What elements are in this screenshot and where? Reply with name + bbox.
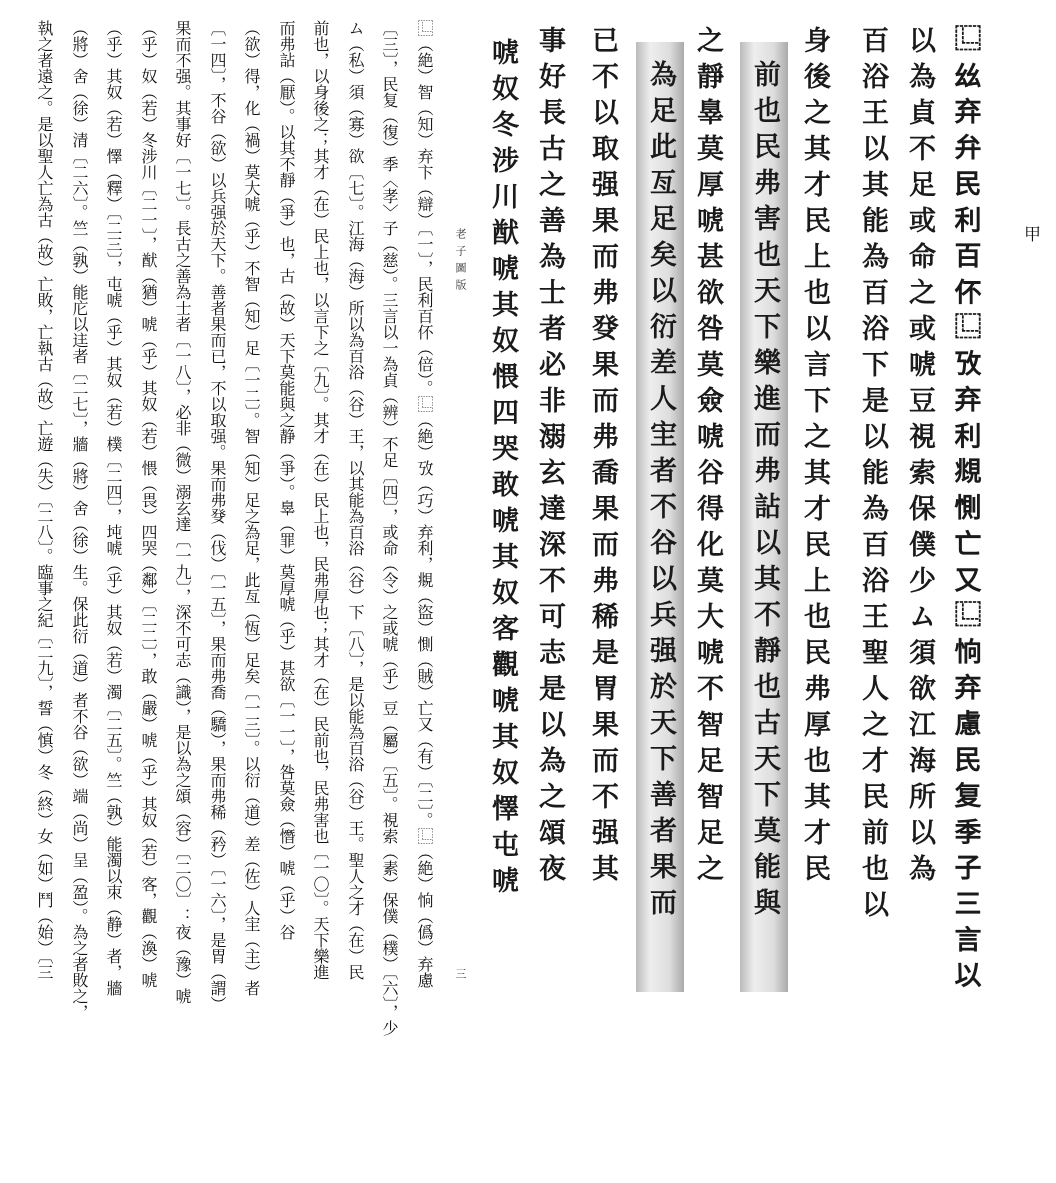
- transcription-column: ⿺（絶）智（知）弃卞（辯）〔一〕，民利百伓（倍）。⿺（絶）攷（巧）弃利，覜（盜）惻（賊）亡又（有）〔二〕。⿺（絶）恦（僞）弃慮: [415, 20, 434, 988]
- slip-glyphs: [430, 38, 478, 866]
- transcription-column: 執之者遠之。是以聖人亡為古（故）亡敗，亡執古（故）亡遊（失）〔二八〕。臨事之紀〔二九〕，誓（慎）冬（終）女（如）鬥（始）〔三: [35, 20, 54, 980]
- bamboo-slip: [578, 8, 626, 1028]
- bamboo-slip: [740, 42, 788, 992]
- transcription-column: （將）舍（徐）清〔二六〕。竺（孰）能庀以迬者〔二七〕，牆（將）舍（徐）生。保此衍（道）者不谷（欲）端（尚）呈（盈）。為之者敗之，: [70, 20, 89, 1020]
- slip-glyphs: 百浴王以其能為百浴下是以能為百浴王聖人之才民前也以: [857, 26, 888, 926]
- slip-glyphs: ⿺𢆶弃弁民利百伓⿺攷弃利覜惻亡又⿺恦弃慮民复季子三言以: [951, 26, 982, 998]
- bamboo-slip: [790, 8, 838, 1028]
- slip-glyphs: 之靜辠莫厚唬甚欲咎莫僉唬谷得化莫大唬不智足智足之: [692, 26, 723, 890]
- transcription-column: ム（私）須（寡）欲〔七〕。江海（海）所以為百浴（谷）王，以其能為百浴（谷）下〔八〕，是以能為百浴（谷）王。聖人之才（在）民: [346, 20, 365, 980]
- bamboo-slip: [895, 8, 943, 1028]
- page-number: 三: [454, 968, 467, 985]
- slip-glyphs: 身後之其才民上也以言下之其才民上也民弗厚也其才民: [799, 26, 830, 890]
- bamboo-slip: [942, 8, 990, 1028]
- transcription-column: 果而不强。其事好〔一七〕。長古之善為士者〔一八〕，必非（微）溺玄達〔一九〕，深不可志（識），是以為之頌（容）〔二〇〕：夜（豫）唬: [173, 20, 192, 1004]
- slip-glyphs: 唬奴冬涉川猷唬其奴愄四哭敢唬其奴客觀唬其奴懌屯唬: [487, 38, 518, 902]
- slip-glyphs: 事好長古之善為士者必非溺玄達深不可志是以為之頌夜: [534, 26, 565, 890]
- transcription-column: 〔一四〕，不谷（欲）以兵强於天下。善者果而已，不以取强。果而弗癹（伐）〔一五〕，果而弗喬（驕），果而弗稀（矜）〔一六〕，是胃（謂）: [208, 20, 227, 1012]
- bamboo-slip: [636, 42, 684, 992]
- transcription-column: （乎）奴（若）冬涉川〔二一〕，猷（猶）唬（乎）其奴（若）愄（畏）四哭（鄰）〔二二〕，敢（嚴）唬（乎）其奴（若）客，觀（渙）唬: [139, 20, 158, 988]
- transcription-column: 前也，以身後之；其才（在）民上也，以言下之〔九〕。其才（在）民上也，民弗厚也；其才（在）民前也，民弗害也〔一〇〕。天下樂進: [311, 20, 330, 980]
- transcription-column: （乎）其奴（若）懌（釋）〔二三〕，屯唬（乎）其奴（若）樸〔二四〕，坉唬（乎）其奴（若）濁〔二五〕。竺（孰）能濁以朿（静）者，牆: [104, 20, 123, 996]
- transcription-column: 〔三〕，民复（復）季〈孝〉子（慈）。三言以一為貞（辨）不足〔四〕，或命（令）之或唬（乎）豆（屬）〔五〕。視索（素）保僕（樸）〔六〕，少: [380, 20, 399, 1036]
- slip-glyphs: 為足此亙足矣以衍差人宔者不谷以兵强於天下善者果而: [645, 60, 676, 924]
- running-header: 老子圖版: [454, 228, 467, 296]
- bamboo-slip: [848, 8, 896, 1028]
- slip-glyphs: 以為貞不足或命之或唬豆視索保僕少ム須欲江海所以為: [904, 26, 935, 890]
- bamboo-slip: [478, 20, 526, 1010]
- transcription-column: （欲）得，化（禍）莫大唬（乎）不智（知）足〔一二〕。智（知）足之為足，此亙（恆）足矣〔一三〕。以衍（道）差（佐）人宔（主）者: [242, 20, 261, 996]
- transcription-column: 而弗詀（厭）。以其不靜（爭）也，古（故）天下莫能與之静（爭）。辠（罪）莫厚唬（乎）甚欲〔一一〕，咎莫僉（憯）唬（乎）谷: [277, 20, 296, 940]
- bamboo-slip: [683, 8, 731, 1028]
- bamboo-slip: [525, 8, 573, 1028]
- plate-label: 甲: [1024, 225, 1041, 245]
- slip-glyphs: 前也民弗害也天下樂進而弗詀以其不靜也古天下莫能與: [749, 60, 780, 924]
- slip-glyphs: 已不以取强果而弗癹果而弗喬果而弗稀是胃果而不强其: [587, 26, 618, 890]
